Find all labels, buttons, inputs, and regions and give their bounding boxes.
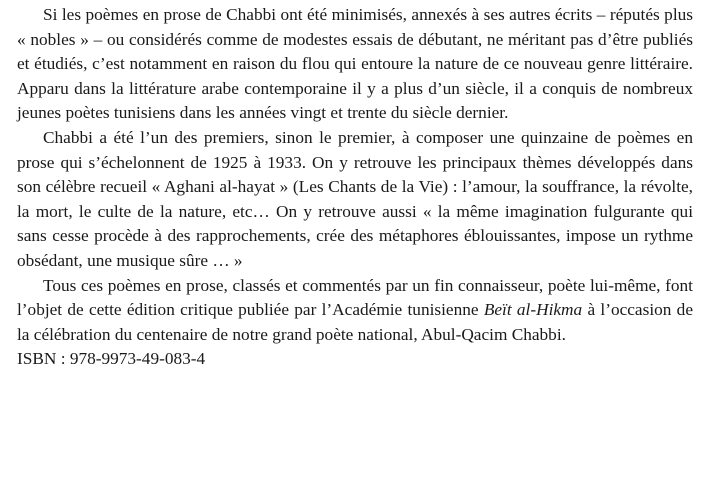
isbn-line: ISBN : 978-9973-49-083-4 [17, 349, 206, 369]
academy-name: Beït al-Hikma [483, 300, 583, 320]
paragraph-2: Chabbi a été l’un des premiers, sinon le premier, à composer une quinzaine de poèmes en prose qui s’échelonnent de 1925 à 1933. On y retrouve les principaux thèmes développés dans son célèbre recueil « Aghani al-hayat » (Les Chants de la Vie) : l’amour, la souffrance, la révolte, la mort, le culte de la nature, etc… On y retrouve aussi « la même imagination fulgurante qui sans cesse procède à des rapprochements, crée des métaphores éblouissantes, impose un rythme obsédant, une musique sûre … » [17, 127, 693, 270]
paragraph-3-tail: à l’occasion de la célébration du centenaire de notre grand poète national, Abul-Qacim Chabbi. [17, 300, 693, 344]
paragraph-3 [17, 274, 693, 348]
paragraph-3-lead: Tous ces poèmes en prose, classés et commentés par un fin connaisseur, poète lui-même, font l’objet de cette édition critique publiée par l’Académie tunisienne [17, 275, 693, 320]
back-cover-text [17, 3, 693, 372]
paragraph-1: Si les poèmes en prose de Chabbi ont été minimisés, annexés à ses autres écrits – réputés plus « nobles » – ou considérés comme de modestes essais de débutant, ne méritant pas d’être publiés et étudiés, c’est notamment en raison du flou qui entoure la nature de ce nouveau genre littéraire. Apparu dans la littérature arabe contemporaine il y a plus d’un siècle, il a conquis de nombreux jeunes poètes tunisiens dans les années vingt et trente du siècle dernier. [17, 5, 693, 123]
